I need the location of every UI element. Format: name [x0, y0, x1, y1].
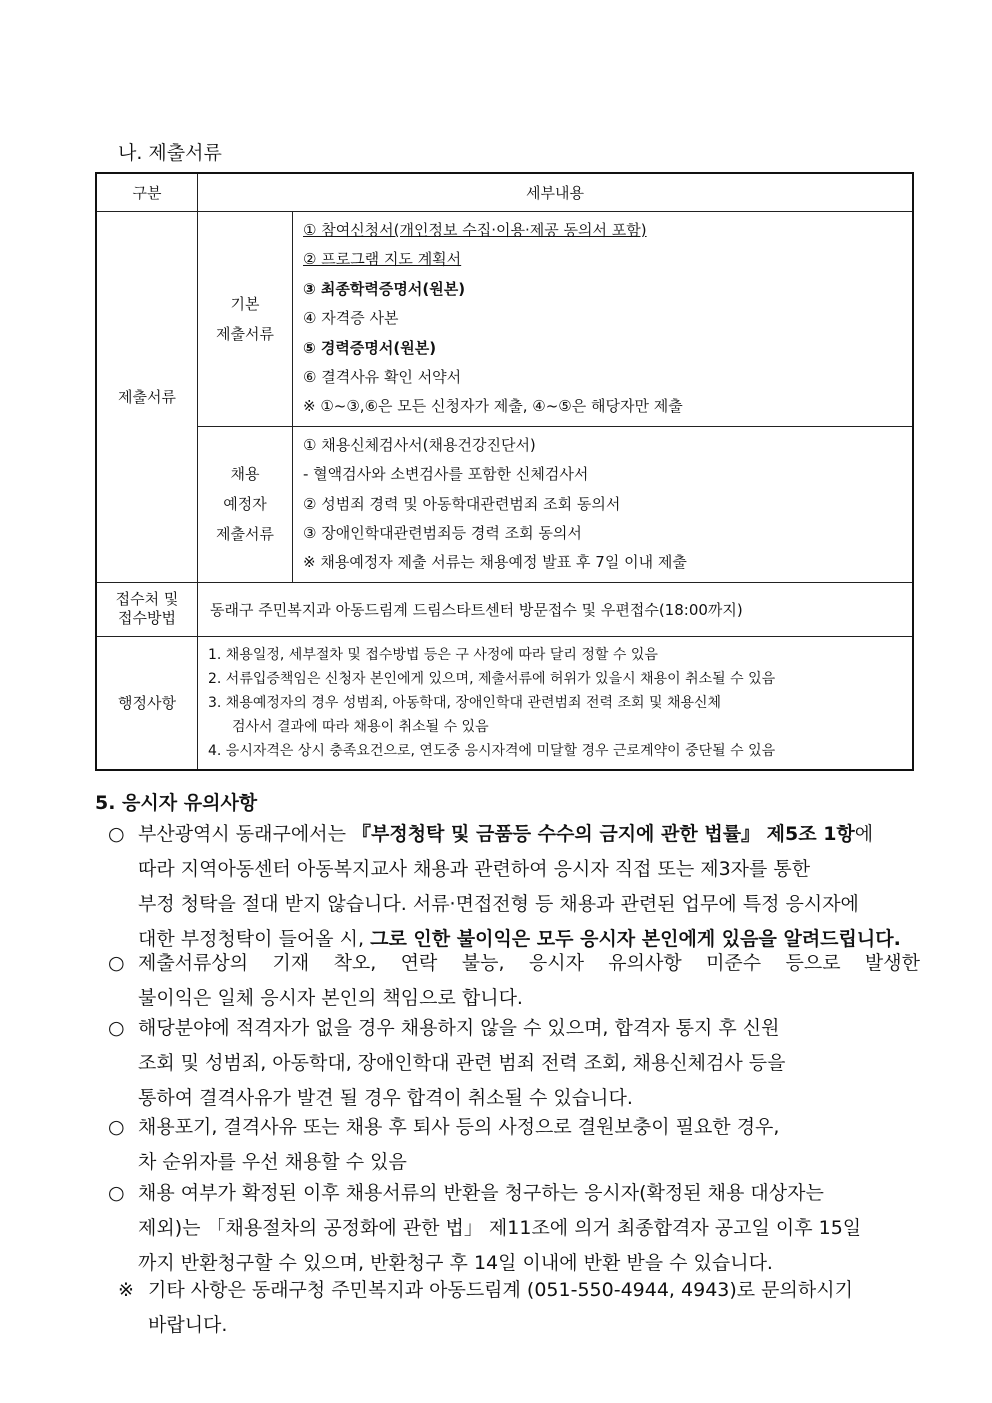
- para-text: 채용 여부가 확정된 이후 채용서류의 반환을 청구하는 응시자(확정된 채용 대상자는: [138, 1182, 824, 1204]
- table-row-basic: [96, 212, 913, 427]
- list-item: ⑤ 경력증명서(원본): [303, 338, 437, 357]
- submission-documents-table: [95, 172, 914, 771]
- bullet-icon: ○: [108, 1017, 125, 1039]
- para-text: 제출서류상의 기재 착오, 연락 불능, 응시자 유의사항 미준수 등으로 발생한: [138, 952, 920, 974]
- para-text: 채용포기, 결격사유 또는 채용 후 퇴사 등의 사정으로 결원보충이 필요한 경우,: [138, 1116, 780, 1138]
- para-text: 차 순위자를 우선 채용할 수 있음: [138, 1151, 407, 1173]
- list-item: ④ 자격증 사본: [303, 309, 399, 328]
- para-text: 통하여 결격사유가 발견 될 경우 합격이 취소될 수 있습니다.: [138, 1087, 633, 1109]
- contact-note: [118, 1273, 918, 1343]
- row-label-submit-docs: 제출서류: [96, 212, 198, 583]
- emphasis-text: 그로 인한 불이익은 모두 응시자 본인에게 있음을 알려드립니다.: [370, 928, 901, 950]
- list-item: ① 채용신체검사서(채용건강진단서): [303, 435, 536, 454]
- list-item: ② 성범죄 경력 및 아동학대관련범죄 조회 동의서: [303, 494, 621, 513]
- para-text: 부정 청탁을 절대 받지 않습니다. 서류·면접전형 등 채용과 관련된 업무에 특정 응시자에: [138, 893, 859, 915]
- sub-label-basic-line2: 제출서류: [216, 324, 274, 343]
- admin-note: 검사서 결과에 따라 채용이 취소될 수 있음: [232, 718, 489, 735]
- row-label-reception: [96, 582, 198, 636]
- table-row-prospective: [96, 426, 913, 582]
- para-text: 따라 지역아동센터 아동복지교사 채용과 관련하여 응시자 직접 또는 제3자를 통한: [138, 858, 811, 880]
- list-item: ② 프로그램 지도 계획서: [303, 250, 462, 269]
- prospective-docs-list: [293, 426, 914, 582]
- basic-docs-list: [293, 212, 914, 427]
- row-label-reception-line2: 접수방법: [118, 609, 176, 628]
- admin-note: 1. 채용일정, 세부절차 및 접수방법 등은 구 사정에 따라 달리 정할 수 있음: [208, 646, 658, 663]
- list-note: ※ 채용예정자 제출 서류는 채용예정 발표 후 7일 이내 제출: [303, 553, 687, 572]
- admin-notes: [198, 636, 914, 770]
- para-text: 부산광역시 동래구에서는: [138, 823, 352, 845]
- caution-paragraph-5: [108, 1176, 920, 1281]
- bullet-icon: ○: [108, 1182, 125, 1204]
- caution-paragraph-3: [108, 1011, 920, 1116]
- header-category: 구분: [96, 173, 198, 212]
- section-title: 나. 제출서류: [118, 142, 222, 164]
- admin-note: 2. 서류입증책임은 신청자 본인에게 있으며, 제출서류에 허위가 있을시 채용이 취소될 수 있음: [208, 670, 776, 687]
- admin-note: 3. 채용예정자의 경우 성범죄, 아동학대, 장애인학대 관련범죄 전력 조회 및 채용신체: [208, 694, 722, 711]
- cautions-title: 5. 응시자 유의사항: [95, 792, 258, 814]
- para-text: 에: [854, 823, 874, 845]
- bullet-icon: ○: [108, 823, 125, 845]
- para-text: 조회 및 성범죄, 아동학대, 장애인학대 관련 범죄 전력 조회, 채용신체검사 등을: [138, 1052, 786, 1074]
- sub-label-prospective-line3: 제출서류: [216, 525, 274, 544]
- para-text: 제외)는 「채용절차의 공정화에 관한 법」 제11조에 의거 최종합격자 공고일 이후 15일: [138, 1217, 862, 1239]
- para-text: 대한 부정청탁이 들어올 시,: [138, 928, 371, 950]
- table-row-admin: [96, 636, 913, 770]
- bullet-icon: ○: [108, 1116, 125, 1138]
- sub-label-prospective: [198, 426, 293, 582]
- list-item: ⑥ 결격사유 확인 서약서: [303, 368, 462, 387]
- sub-label-basic: [198, 212, 293, 427]
- list-item: - 혈액검사와 소변검사를 포함한 신체검사서: [303, 465, 589, 484]
- caution-paragraph-2: [108, 946, 920, 1016]
- sub-label-prospective-line1: 채용: [230, 465, 260, 484]
- list-item: ③ 장애인학대관련범죄등 경력 조회 동의서: [303, 524, 582, 543]
- note-mark-icon: ※: [118, 1279, 134, 1301]
- row-label-reception-line1: 접수처 및: [115, 590, 179, 609]
- list-item: ③ 최종학력증명서(원본): [303, 279, 466, 298]
- para-text: 까지 반환청구할 수 있으며, 반환청구 후 14일 이내에 반환 받을 수 있습니다.: [138, 1252, 773, 1274]
- note-text: 바랍니다.: [148, 1314, 228, 1336]
- sub-label-basic-line1: 기본: [230, 294, 260, 313]
- law-reference: 『부정청탁 및 금품등 수수의 금지에 관한 법률』 제5조 1항: [351, 823, 855, 845]
- note-text: 기타 사항은 동래구청 주민복지과 아동드림계 (051-550-4944, 4943)로 문의하시기: [148, 1279, 853, 1301]
- table-header-row: [96, 173, 913, 212]
- sub-label-prospective-line2: 예정자: [223, 495, 267, 514]
- para-text: 불이익은 일체 응시자 본인의 책임으로 합니다.: [138, 987, 523, 1009]
- bullet-icon: ○: [108, 952, 125, 974]
- admin-note: 4. 응시자격은 상시 충족요건으로, 연도중 응시자격에 미달할 경우 근로계약이 중단될 수 있음: [208, 742, 776, 759]
- caution-paragraph-1: [108, 817, 920, 957]
- reception-value: 동래구 주민복지과 아동드림계 드림스타트센터 방문접수 및 우편접수(18:00까지): [198, 582, 914, 636]
- list-item: ① 참여신청서(개인정보 수집·이용·제공 동의서 포함): [303, 221, 647, 239]
- caution-paragraph-4: [108, 1110, 920, 1180]
- para-text: 해당분야에 적격자가 없을 경우 채용하지 않을 수 있으며, 합격자 통지 후 신원: [138, 1017, 780, 1039]
- table-row-reception: [96, 582, 913, 636]
- header-details: 세부내용: [198, 173, 914, 212]
- row-label-admin: 행정사항: [96, 636, 198, 770]
- list-note: ※ ①~③,⑥은 모든 신청자가 제출, ④~⑤은 해당자만 제출: [303, 397, 683, 416]
